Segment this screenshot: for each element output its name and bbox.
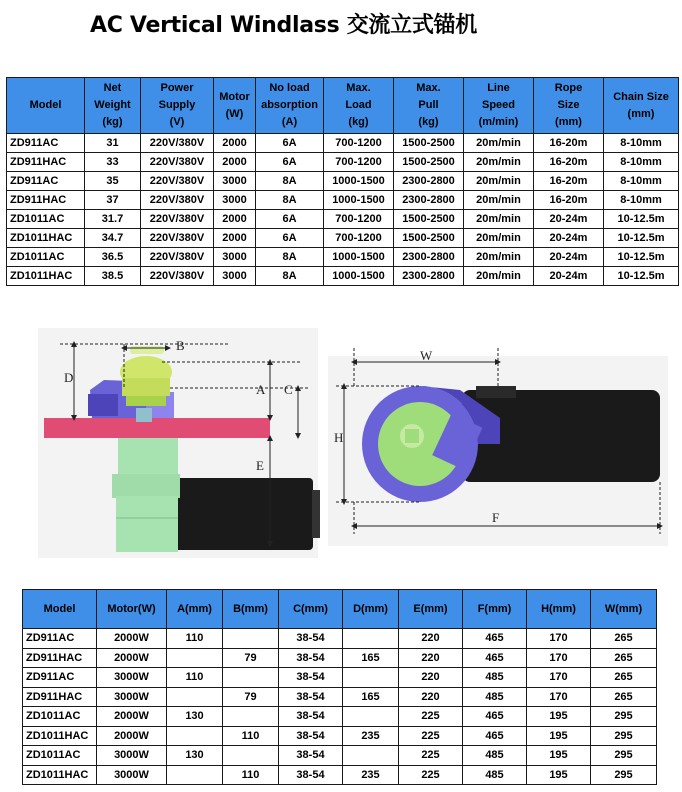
specs-cell: 1500-2500	[394, 210, 464, 229]
dimensions-cell: 130	[167, 707, 223, 727]
dimensions-cell: 110	[167, 629, 223, 649]
side-motor	[168, 478, 320, 550]
specs-cell: 20m/min	[464, 229, 534, 248]
dimensions-cell: 2000W	[97, 707, 167, 727]
label-w: W	[420, 348, 433, 363]
specs-cell: 8A	[256, 267, 324, 286]
dimensions-cell	[343, 707, 399, 727]
dimensions-header-cell	[591, 590, 657, 629]
windlass-diagram	[0, 318, 682, 580]
specs-cell: 31	[85, 134, 141, 153]
dimensions-header-text: C(mm)	[293, 602, 328, 615]
specs-cell: 2000	[214, 229, 256, 248]
dimensions-row	[23, 726, 657, 746]
dimensions-header-text: W(mm)	[604, 602, 643, 615]
dimensions-header-cell	[97, 590, 167, 629]
specs-cell: 2000	[214, 210, 256, 229]
dimensions-header-cell	[527, 590, 591, 629]
specs-cell: 220V/380V	[141, 172, 214, 191]
specs-row	[7, 267, 679, 286]
specs-header-text: Power	[160, 82, 194, 94]
specs-cell: 37	[85, 191, 141, 210]
label-f: F	[492, 510, 500, 525]
dimensions-cell: 220	[399, 648, 463, 668]
specs-header-cell	[534, 78, 604, 134]
specs-header-text: Load	[345, 99, 372, 111]
dimensions-cell: 195	[527, 726, 591, 746]
dimensions-cell: 79	[223, 687, 279, 707]
specs-cell: 10-12.5m	[604, 229, 679, 248]
specs-cell: 6A	[256, 229, 324, 248]
specs-cell: 10-12.5m	[604, 248, 679, 267]
specs-row	[7, 172, 679, 191]
label-a: A	[256, 382, 266, 397]
specs-cell: 20-24m	[534, 267, 604, 286]
specs-cell: 2000	[214, 134, 256, 153]
specs-header-text: (V)	[169, 116, 185, 128]
dimensions-cell: 195	[527, 707, 591, 727]
dimensions-cell: 170	[527, 629, 591, 649]
specs-cell: 220V/380V	[141, 153, 214, 172]
specs-table	[6, 77, 679, 286]
dimensions-row	[23, 746, 657, 766]
specs-header-cell	[7, 78, 85, 134]
specs-header-text: No load	[269, 82, 310, 94]
dimensions-row	[23, 668, 657, 688]
specs-model-cell: ZD911HAC	[7, 191, 85, 210]
dimensions-header-cell	[279, 590, 343, 629]
dimensions-cell: 465	[463, 629, 527, 649]
label-c: C	[284, 382, 293, 397]
specs-cell: 220V/380V	[141, 191, 214, 210]
specs-header-cell	[604, 78, 679, 134]
specs-cell: 10-12.5m	[604, 267, 679, 286]
dimensions-header-cell	[399, 590, 463, 629]
dimensions-cell: 465	[463, 707, 527, 727]
dimensions-cell	[167, 687, 223, 707]
dimensions-cell: 130	[167, 746, 223, 766]
dimensions-cell: 265	[591, 687, 657, 707]
specs-cell: 6A	[256, 134, 324, 153]
specs-cell: 8A	[256, 191, 324, 210]
specs-cell: 20-24m	[534, 229, 604, 248]
specs-cell: 10-12.5m	[604, 210, 679, 229]
dimensions-cell: 38-54	[279, 668, 343, 688]
label-h: H	[334, 430, 344, 445]
specs-header-text: (kg)	[348, 116, 369, 128]
dimensions-cell: 165	[343, 687, 399, 707]
specs-cell: 220V/380V	[141, 267, 214, 286]
dimensions-cell: 295	[591, 746, 657, 766]
specs-cell: 2000	[214, 153, 256, 172]
specs-cell: 8A	[256, 248, 324, 267]
specs-header-text: Rope	[554, 82, 583, 94]
specs-cell: 8A	[256, 172, 324, 191]
dimensions-header-text: B(mm)	[233, 602, 268, 615]
dimensions-cell: 2000W	[97, 648, 167, 668]
dimensions-cell: 3000W	[97, 687, 167, 707]
specs-header-text: Size	[557, 99, 580, 111]
specs-header-row	[7, 78, 679, 134]
dimensions-model-cell: ZD911HAC	[23, 648, 97, 668]
specs-header-text: Pull	[418, 99, 439, 111]
dimensions-cell: 265	[591, 629, 657, 649]
specs-model-cell: ZD1011HAC	[7, 267, 85, 286]
specs-header-cell	[141, 78, 214, 134]
specs-model-cell: ZD1011HAC	[7, 229, 85, 248]
dimensions-cell	[223, 668, 279, 688]
dimensions-cell: 295	[591, 707, 657, 727]
dimensions-cell	[223, 629, 279, 649]
specs-cell: 38.5	[85, 267, 141, 286]
dimensions-header-text: E(mm)	[413, 602, 448, 615]
dimensions-cell	[167, 726, 223, 746]
dimensions-cell: 485	[463, 765, 527, 785]
dimensions-cell: 225	[399, 707, 463, 727]
specs-cell: 16-20m	[534, 153, 604, 172]
dimensions-cell: 235	[343, 726, 399, 746]
specs-cell: 16-20m	[534, 172, 604, 191]
dimensions-cell: 38-54	[279, 726, 343, 746]
specs-cell: 6A	[256, 153, 324, 172]
specs-cell: 1000-1500	[324, 267, 394, 286]
dimensions-header-cell	[223, 590, 279, 629]
dimensions-row	[23, 648, 657, 668]
dimensions-cell: 265	[591, 648, 657, 668]
specs-header-text: (A)	[281, 116, 298, 128]
specs-cell: 700-1200	[324, 134, 394, 153]
specs-row	[7, 210, 679, 229]
dimensions-cell	[223, 746, 279, 766]
specs-cell: 20m/min	[464, 210, 534, 229]
dimensions-cell: 38-54	[279, 629, 343, 649]
label-d: D	[64, 370, 74, 385]
specs-cell: 2300-2800	[394, 248, 464, 267]
dimensions-cell: 220	[399, 629, 463, 649]
dimensions-cell: 3000W	[97, 668, 167, 688]
specs-header-text: (kg)	[102, 116, 123, 128]
specs-model-cell: ZD911AC	[7, 172, 85, 191]
dimensions-table	[22, 589, 657, 785]
dimensions-row	[23, 765, 657, 785]
specs-header-cell	[256, 78, 324, 134]
dimensions-cell	[343, 746, 399, 766]
specs-cell: 2300-2800	[394, 191, 464, 210]
specs-header-text: (kg)	[418, 116, 439, 128]
specs-cell: 1500-2500	[394, 134, 464, 153]
specs-header-cell	[85, 78, 141, 134]
specs-cell: 8-10mm	[604, 134, 679, 153]
dimensions-header-text: F(mm)	[477, 602, 512, 615]
specs-cell: 3000	[214, 191, 256, 210]
dimensions-model-cell: ZD1011HAC	[23, 765, 97, 785]
specs-header-text: Max.	[416, 82, 441, 94]
specs-cell: 20m/min	[464, 153, 534, 172]
specs-cell: 220V/380V	[141, 210, 214, 229]
dimensions-cell: 195	[527, 746, 591, 766]
dimensions-cell: 225	[399, 765, 463, 785]
specs-cell: 2300-2800	[394, 172, 464, 191]
dimensions-header-text: D(mm)	[353, 602, 388, 615]
page-title: AC Vertical Windlass 交流立式锚机	[90, 13, 477, 38]
specs-cell: 8-10mm	[604, 153, 679, 172]
specs-cell: 1000-1500	[324, 248, 394, 267]
dimensions-cell: 38-54	[279, 746, 343, 766]
specs-cell: 20m/min	[464, 248, 534, 267]
specs-model-cell: ZD1011AC	[7, 248, 85, 267]
label-b: B	[176, 338, 185, 353]
dimensions-header-cell	[167, 590, 223, 629]
dimensions-cell: 195	[527, 765, 591, 785]
specs-cell: 220V/380V	[141, 248, 214, 267]
specs-cell: 8-10mm	[604, 172, 679, 191]
dimensions-row	[23, 687, 657, 707]
label-e: E	[256, 458, 264, 473]
dimensions-cell: 110	[223, 726, 279, 746]
dimensions-header-text: H(mm)	[541, 602, 576, 615]
dimensions-cell: 2000W	[97, 726, 167, 746]
specs-cell: 1500-2500	[394, 229, 464, 248]
dimensions-cell	[167, 765, 223, 785]
dimensions-header-text: Model	[43, 602, 76, 615]
dimensions-cell: 485	[463, 746, 527, 766]
dimensions-header-text: Motor(W)	[107, 602, 156, 615]
specs-header-text: Line	[487, 82, 510, 94]
specs-cell: 700-1200	[324, 153, 394, 172]
dimensions-cell	[343, 629, 399, 649]
dimensions-cell: 38-54	[279, 707, 343, 727]
specs-cell: 20m/min	[464, 134, 534, 153]
specs-cell: 31.7	[85, 210, 141, 229]
dimensions-model-cell: ZD1011AC	[23, 707, 97, 727]
specs-cell: 220V/380V	[141, 229, 214, 248]
dimensions-cell: 165	[343, 648, 399, 668]
specs-row	[7, 191, 679, 210]
specs-row	[7, 248, 679, 267]
specs-cell: 3000	[214, 267, 256, 286]
specs-header-cell	[324, 78, 394, 134]
dimensions-cell: 110	[223, 765, 279, 785]
specs-cell: 36.5	[85, 248, 141, 267]
side-gear-housing	[112, 436, 180, 552]
dimensions-model-cell: ZD911AC	[23, 629, 97, 649]
specs-cell: 700-1200	[324, 210, 394, 229]
dimensions-model-cell: ZD1011AC	[23, 746, 97, 766]
specs-header-text: Supply	[158, 99, 196, 111]
dimensions-cell: 485	[463, 687, 527, 707]
specs-cell: 35	[85, 172, 141, 191]
side-deck	[44, 418, 270, 438]
specs-cell: 20-24m	[534, 210, 604, 229]
specs-cell: 3000	[214, 172, 256, 191]
dimensions-cell: 225	[399, 726, 463, 746]
specs-cell: 1000-1500	[324, 172, 394, 191]
specs-header-text: (mm)	[555, 116, 582, 128]
specs-cell: 20m/min	[464, 191, 534, 210]
dimensions-cell: 265	[591, 668, 657, 688]
dimensions-header-text: A(mm)	[177, 602, 212, 615]
specs-cell: 1000-1500	[324, 191, 394, 210]
specs-header-cell	[394, 78, 464, 134]
specs-cell: 2300-2800	[394, 267, 464, 286]
dimensions-row	[23, 707, 657, 727]
dimensions-cell: 465	[463, 648, 527, 668]
dimensions-cell: 220	[399, 668, 463, 688]
specs-header-text: Weight	[94, 99, 131, 111]
specs-header-text: Max.	[346, 82, 371, 94]
dimensions-model-cell: ZD911HAC	[23, 687, 97, 707]
specs-header-text: absorption	[261, 99, 318, 111]
dimensions-cell: 295	[591, 765, 657, 785]
specs-cell: 3000	[214, 248, 256, 267]
dimensions-row	[23, 629, 657, 649]
specs-cell: 220V/380V	[141, 134, 214, 153]
dimensions-cell: 38-54	[279, 765, 343, 785]
dimensions-cell: 170	[527, 668, 591, 688]
dimensions-header-cell	[23, 590, 97, 629]
specs-header-text: (m/min)	[478, 116, 519, 128]
dimensions-cell	[167, 648, 223, 668]
specs-header-text: Motor	[219, 90, 250, 103]
dimensions-cell: 170	[527, 687, 591, 707]
specs-cell: 33	[85, 153, 141, 172]
specs-cell: 20m/min	[464, 267, 534, 286]
specs-cell: 20-24m	[534, 248, 604, 267]
specs-row	[7, 134, 679, 153]
dimensions-cell: 225	[399, 746, 463, 766]
specs-cell: 1500-2500	[394, 153, 464, 172]
dimensions-cell: 79	[223, 648, 279, 668]
dimensions-header-cell	[343, 590, 399, 629]
dimensions-cell: 38-54	[279, 687, 343, 707]
specs-header-text: Speed	[481, 99, 515, 111]
dimensions-model-cell: ZD1011HAC	[23, 726, 97, 746]
specs-cell: 20m/min	[464, 172, 534, 191]
specs-header-text: Model	[29, 99, 62, 111]
dimensions-cell: 38-54	[279, 648, 343, 668]
specs-cell: 34.7	[85, 229, 141, 248]
specs-header-cell	[464, 78, 534, 134]
dimensions-model-cell: ZD911AC	[23, 668, 97, 688]
dimensions-cell: 3000W	[97, 746, 167, 766]
specs-model-cell: ZD1011AC	[7, 210, 85, 229]
dimensions-header-cell	[463, 590, 527, 629]
specs-header-text: (mm)	[627, 107, 655, 120]
dimensions-header-row	[23, 590, 657, 629]
specs-row	[7, 153, 679, 172]
specs-cell: 8-10mm	[604, 191, 679, 210]
dimensions-cell	[223, 707, 279, 727]
dimensions-cell: 235	[343, 765, 399, 785]
specs-model-cell: ZD911HAC	[7, 153, 85, 172]
dimensions-cell: 485	[463, 668, 527, 688]
dimensions-cell: 465	[463, 726, 527, 746]
dimensions-cell	[343, 668, 399, 688]
specs-header-text: Net	[103, 82, 122, 94]
specs-cell: 16-20m	[534, 134, 604, 153]
dimensions-cell: 3000W	[97, 765, 167, 785]
specs-header-text: Chain Size	[613, 90, 669, 103]
specs-cell: 700-1200	[324, 229, 394, 248]
dimensions-cell: 170	[527, 648, 591, 668]
specs-header-cell	[214, 78, 256, 134]
specs-header-text: (W)	[225, 107, 244, 120]
specs-model-cell: ZD911AC	[7, 134, 85, 153]
specs-cell: 16-20m	[534, 191, 604, 210]
dimensions-cell: 110	[167, 668, 223, 688]
dimensions-cell: 295	[591, 726, 657, 746]
dimensions-cell: 220	[399, 687, 463, 707]
specs-row	[7, 229, 679, 248]
dimensions-cell: 2000W	[97, 629, 167, 649]
specs-cell: 6A	[256, 210, 324, 229]
